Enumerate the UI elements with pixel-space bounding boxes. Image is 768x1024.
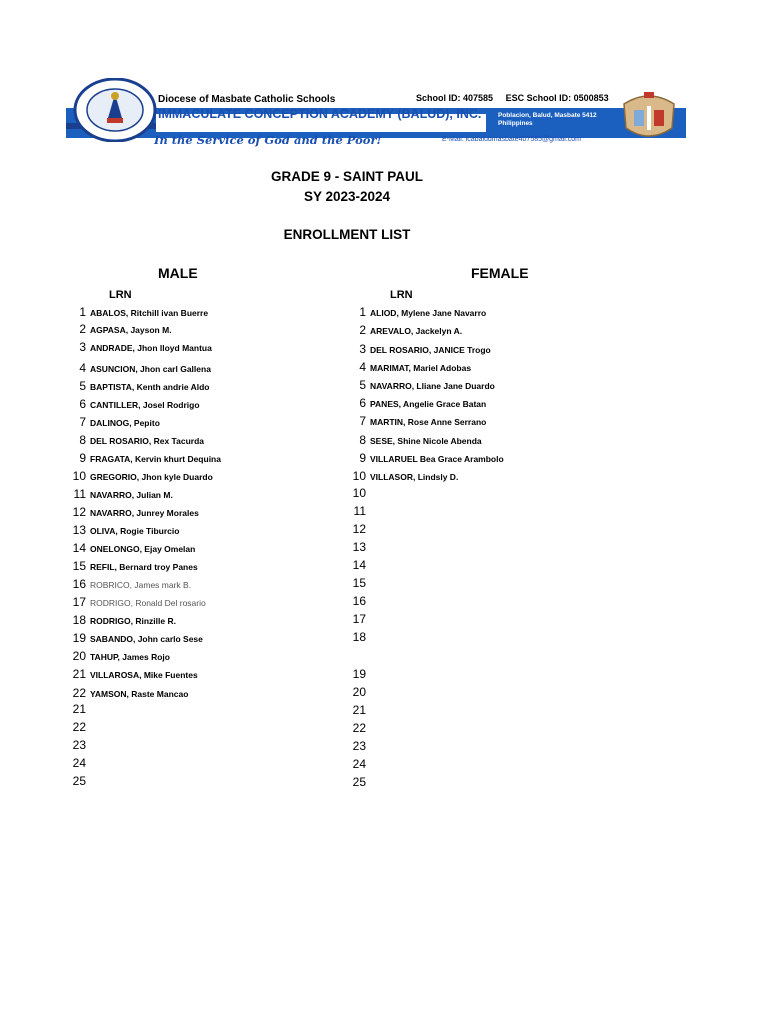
row-number: 4 [79, 361, 86, 375]
row-number: 25 [72, 774, 86, 788]
row-number: 8 [79, 433, 86, 447]
student-name: MARTIN, Rose Anne Serrano [370, 417, 487, 427]
row-number: 20 [352, 685, 366, 699]
student-name: ASUNCION, Jhon carl Gallena [90, 364, 211, 374]
student-name: ONELONGO, Ejay Omelan [90, 544, 196, 554]
student-name: ROBRICO, James mark B. [90, 580, 192, 590]
student-name: ABALOS, Ritchill ivan Buerre [90, 308, 209, 318]
row-number: 14 [72, 541, 86, 555]
student-name: SESE, Shine Nicole Abenda [370, 436, 482, 446]
row-number: 17 [72, 595, 86, 609]
student-name: OLIVA, Rogie Tiburcio [90, 526, 180, 536]
student-name: SABANDO, John carlo Sese [90, 634, 203, 644]
student-name: YAMSON, Raste Mancao [90, 689, 189, 699]
row-number: 20 [72, 649, 86, 663]
row-number: 10 [72, 469, 86, 483]
school-header-banner [66, 78, 688, 150]
row-number: 18 [72, 613, 86, 627]
school-id: School ID: 407585 [416, 93, 494, 103]
student-name: DEL ROSARIO, Rex Tacurda [90, 436, 204, 446]
row-number: 6 [79, 397, 86, 411]
student-name: NAVARRO, Julian M. [90, 490, 173, 500]
row-number: 5 [79, 379, 86, 393]
row-number: 4 [359, 360, 366, 374]
row-number: 24 [352, 757, 366, 771]
row-number: 21 [352, 703, 366, 717]
row-number: 11 [73, 487, 86, 501]
student-name: VILLARUEL Bea Grace Arambolo [370, 454, 504, 464]
row-number: 17 [352, 612, 366, 626]
row-number: 3 [359, 342, 366, 356]
row-number: 14 [352, 558, 366, 572]
diocese-crest-logo [614, 86, 684, 146]
student-name: RODRIGO, Rinzille R. [90, 616, 176, 626]
student-name: REFIL, Bernard troy Panes [90, 562, 198, 572]
row-number: 22 [72, 720, 86, 734]
row-number: 23 [72, 738, 86, 752]
row-number: 13 [72, 523, 86, 537]
row-number: 9 [79, 451, 86, 465]
address-line-2: Philippines [498, 120, 533, 127]
grade-section-title: GRADE 9 - SAINT PAUL [270, 169, 423, 184]
student-name: NAVARRO, Lliane Jane Duardo [370, 381, 495, 391]
student-name: ANDRADE, Jhon lloyd Mantua [90, 343, 212, 353]
student-name: PANES, Angelie Grace Batan [370, 399, 487, 409]
address-line-1: Poblacion, Balud, Masbate 5412 [498, 112, 597, 119]
row-number: 7 [79, 415, 86, 429]
row-number: 13 [352, 540, 366, 554]
student-name: ALIOD, Mylene Jane Navarro [370, 308, 487, 318]
student-name: CANTILLER, Josel Rodrigo [90, 400, 200, 410]
row-number: 8 [359, 433, 366, 447]
row-number: 7 [359, 414, 366, 428]
student-name: BAPTISTA, Kenth andrie Aldo [90, 382, 210, 392]
school-email: E-Mail: icabaludmasbate407585@gmail.com [442, 136, 582, 143]
row-number: 21 [72, 702, 86, 716]
row-number: 9 [359, 451, 366, 465]
row-number: 23 [352, 739, 366, 753]
student-name: VILLAROSA, Mike Fuentes [90, 670, 198, 680]
female-heading: FEMALE [471, 265, 529, 281]
school-name: IMMACULATE CONCEPTION ACADEMY (BALUD), INC. [158, 107, 482, 121]
row-number: 19 [352, 667, 366, 681]
row-number: 10 [352, 486, 366, 500]
row-number: 15 [352, 576, 366, 590]
male-lrn-label: LRN [109, 289, 132, 301]
row-number: 25 [352, 775, 366, 789]
row-number: 19 [72, 631, 86, 645]
row-number: 6 [359, 396, 366, 410]
student-name: DALINOG, Pepito [90, 418, 160, 428]
row-number: 2 [79, 322, 86, 336]
student-name: FRAGATA, Kervin khurt Dequina [90, 454, 221, 464]
school-address [498, 112, 608, 128]
school-year: SY 2023-2024 [303, 189, 391, 204]
student-name: AREVALO, Jackelyn A. [370, 326, 463, 336]
row-number: 16 [352, 594, 366, 608]
row-number: 11 [353, 504, 366, 518]
student-name: DEL ROSARIO, JANICE Trogo [370, 345, 491, 355]
school-seal-logo [72, 78, 158, 142]
male-heading: MALE [158, 265, 198, 281]
student-name: TAHUP, James Rojo [90, 652, 170, 662]
female-lrn-label: LRN [390, 289, 413, 301]
row-number: 18 [352, 630, 366, 644]
row-number: 3 [79, 340, 86, 354]
enrollment-list-title: ENROLLMENT LIST [283, 227, 411, 242]
row-number: 22 [72, 686, 86, 700]
diocese-name: Diocese of Masbate Catholic Schools [158, 94, 336, 105]
student-name: NAVARRO, Junrey Morales [90, 508, 199, 518]
row-number: 12 [72, 505, 86, 519]
row-number: 24 [72, 756, 86, 770]
row-number: 22 [352, 721, 366, 735]
esc-school-id: ESC School ID: 0500853 [505, 93, 609, 103]
student-name: AGPASA, Jayson M. [90, 325, 172, 335]
row-number: 12 [352, 522, 366, 536]
row-number: 16 [72, 577, 86, 591]
student-name: GREGORIO, Jhon kyle Duardo [90, 472, 213, 482]
row-number: 5 [359, 378, 366, 392]
row-number: 1 [79, 305, 86, 319]
row-number: 1 [359, 305, 366, 319]
student-name: RODRIGO, Ronald Del rosario [90, 598, 206, 608]
school-motto: In the Service of God and the Poor! [154, 133, 382, 147]
student-name: MARIMAT, Mariel Adobas [370, 363, 472, 373]
school-ids [416, 93, 609, 103]
row-number: 21 [72, 667, 86, 681]
row-number: 2 [359, 323, 366, 337]
row-number: 15 [72, 559, 86, 573]
row-number: 10 [352, 469, 366, 483]
student-name: VILLASOR, Lindsly D. [370, 472, 459, 482]
